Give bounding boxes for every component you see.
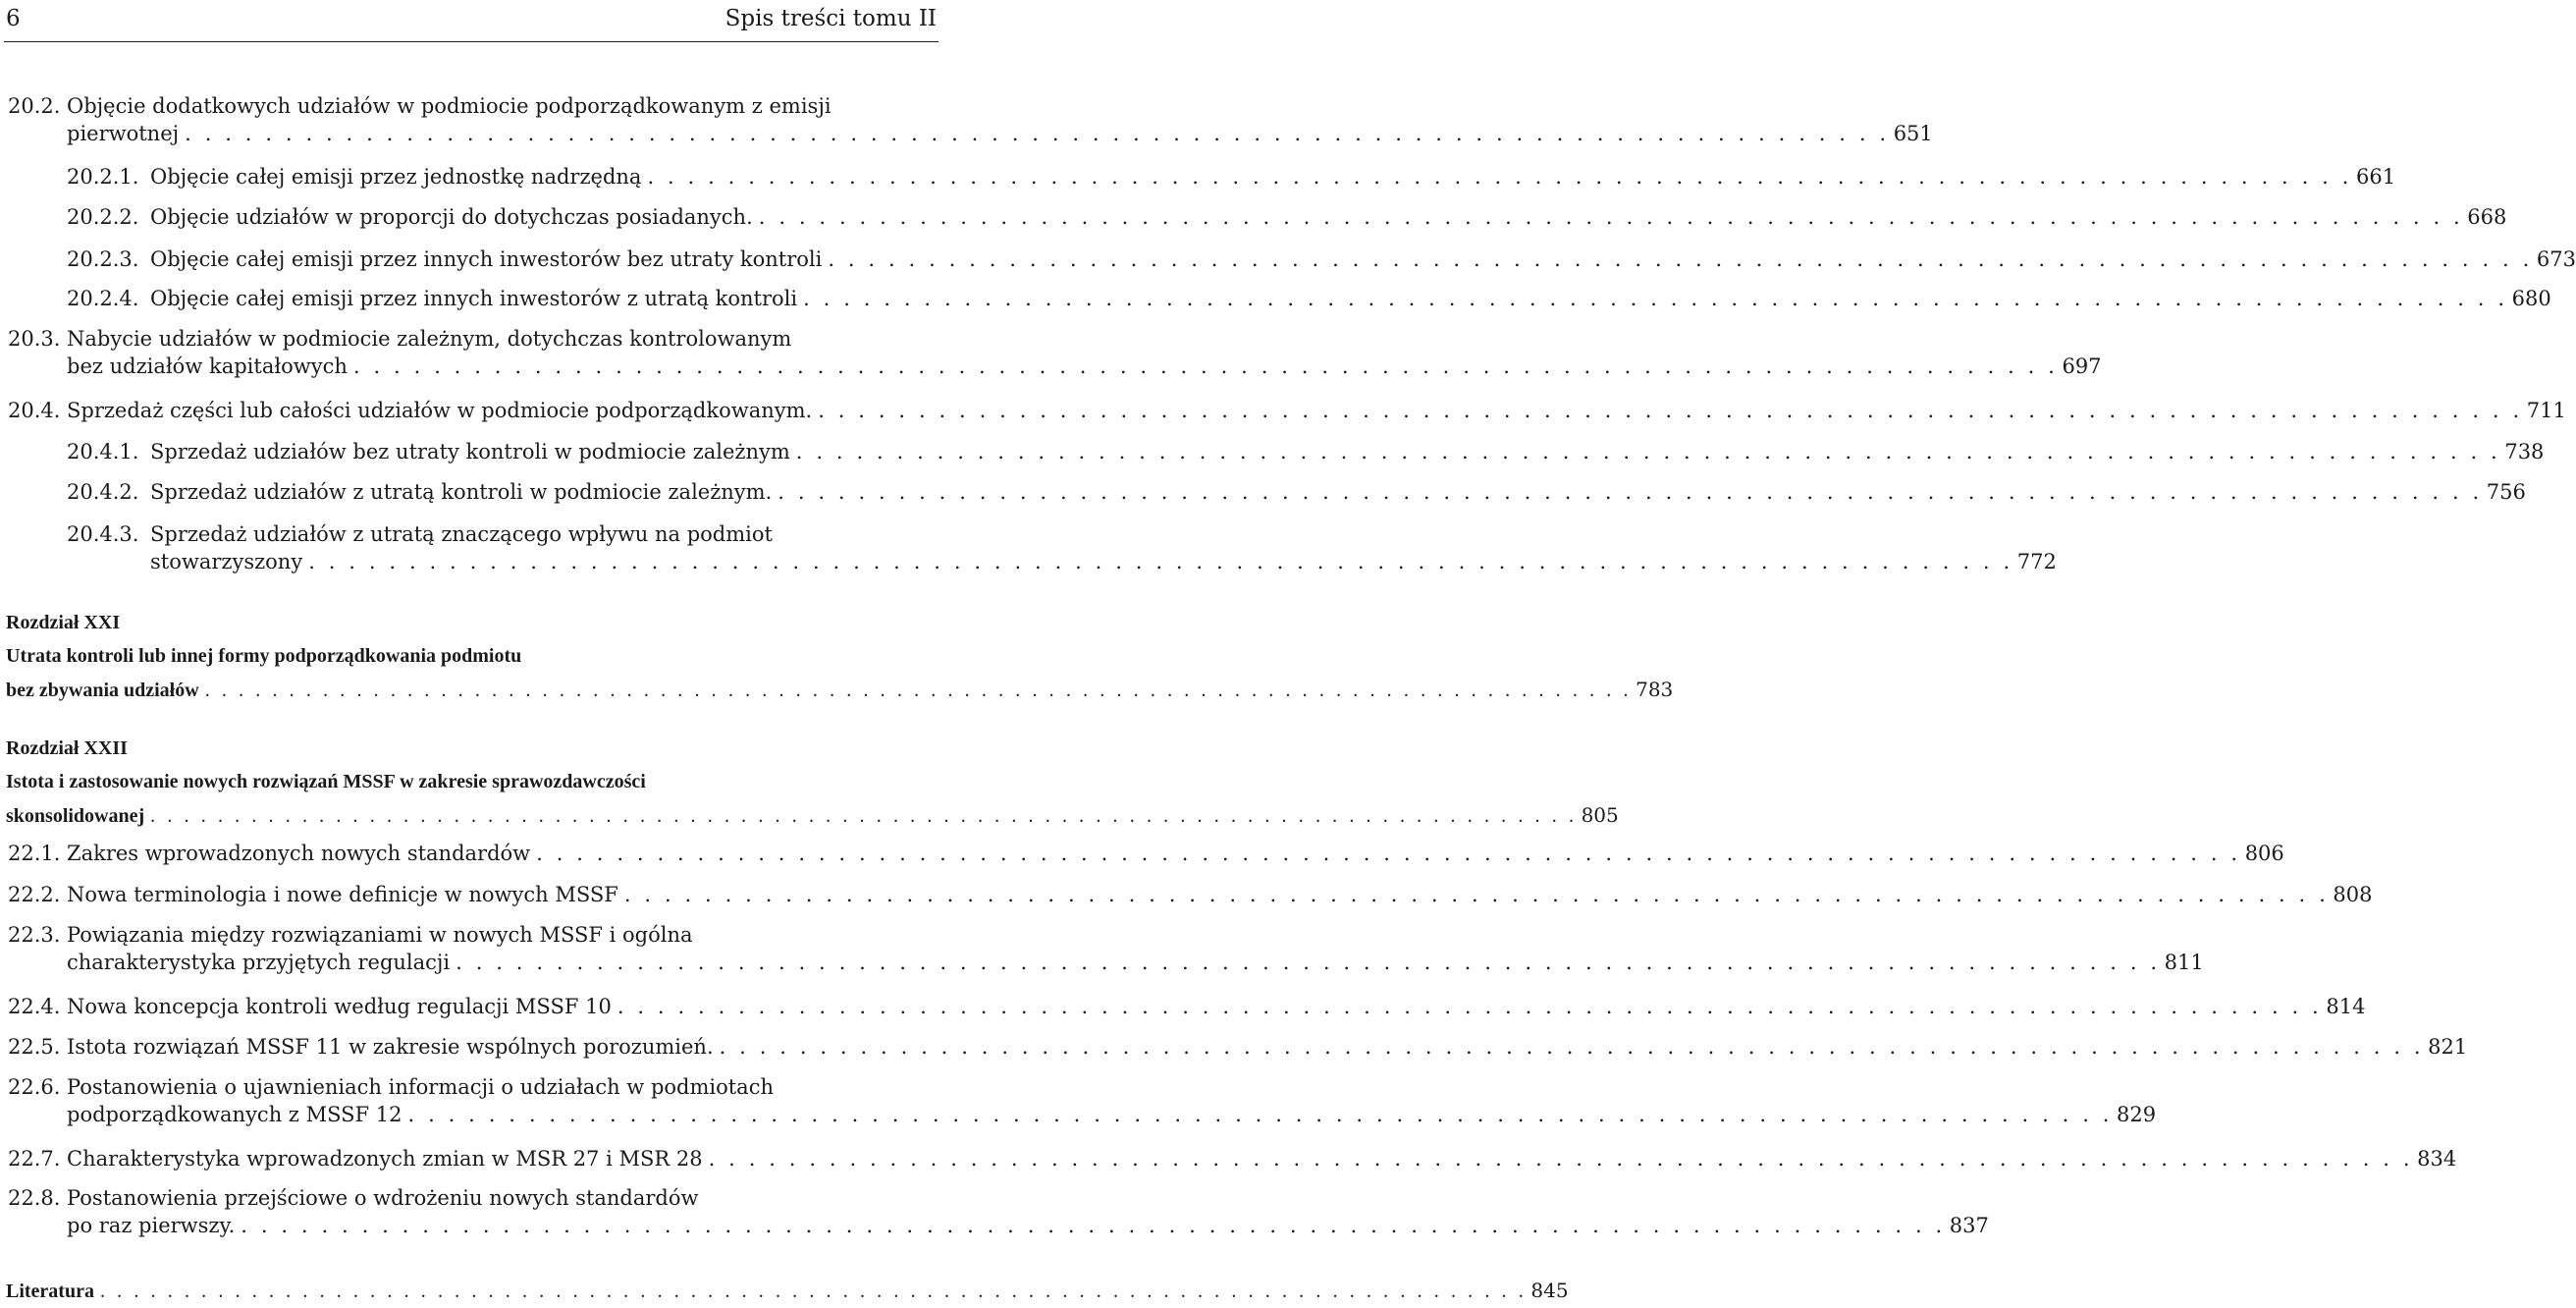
entry-number: 22.6. [8, 1075, 61, 1099]
chapter-title-text: bez zbywania udziałów [6, 680, 199, 701]
entry-number: 22.2. [8, 883, 61, 906]
dot-leader: . . . . . . . . . . . . . . . . . . . . . . . . . . . . . . . . . . . . . . . . . . . . . . . . . . . . . . . . . . . . . . . . . . . . . . . . . . . . . . . . . . . . . [617, 995, 2323, 1018]
entry-last-line [67, 397, 2566, 424]
literature-entry [6, 1274, 1569, 1308]
entry-number: 20.2.4. [67, 287, 139, 310]
entry-last-line [67, 120, 1933, 147]
entry-title [67, 840, 2284, 867]
page-header [6, 2, 937, 35]
entry-last-line [67, 881, 2373, 908]
chapter-title-line: Istota i zastosowanie nowych rozwiązań MSSF w zakresie sprawozdawczości [6, 771, 646, 792]
entry-title [67, 1184, 1989, 1239]
entry-title-text: stowarzyszony [150, 550, 303, 573]
dot-leader: . . . . . . . . . . . . . . . . . . . . . . . . . . . . . . . . . . . . . . . . . . . . . . . . . . . . . . . . . . . . . . . . . . . . . . . . . . . . . . . . . . . . . [778, 480, 2483, 504]
page-ref: 668 [2467, 205, 2507, 229]
entry-title [67, 921, 2204, 976]
entry-last-line [67, 1145, 2457, 1172]
entry-last-line [150, 245, 2576, 273]
entry-title [150, 520, 2057, 575]
dot-leader: . . . . . . . . . . . . . . . . . . . . . . . . . . . . . . . . . . . . . . . . . . . . . . . . . . . . . . . . . . . . . . . . . . . . . . . . . . . . . . . . . . . . . [647, 165, 2352, 189]
entry-title [67, 92, 1933, 147]
entry-title-text: po raz pierwszy. [67, 1214, 236, 1237]
entry-title [67, 325, 2102, 380]
dot-leader: . . . . . . . . . . . . . . . . . . . . . . . . . . . . . . . . . . . . . . . . . . . . . . . . . . . . . . . . . . . . . . . . . . . . . . . . . . . . . . . . . . . . . [99, 1281, 1528, 1302]
entry-last-line [150, 438, 2545, 465]
entry-last-line [150, 163, 2396, 191]
entry-last-line [150, 548, 2057, 575]
entry-title-text: podporządkowanych z MSSF 12 [67, 1103, 402, 1126]
entry-last-line [67, 949, 2204, 976]
entry-number: 20.2.3. [67, 247, 139, 271]
dot-leader: . . . . . . . . . . . . . . . . . . . . . . . . . . . . . . . . . . . . . . . . . . . . . . . . . . . . . . . . . . . . . . . . . . . . . . . . . . . . . . . . . . . . . [407, 1103, 2114, 1126]
chapter-label: Rozdział XXI [6, 612, 121, 633]
page-ref: 834 [2417, 1147, 2457, 1171]
dot-leader: . . . . . . . . . . . . . . . . . . . . . . . . . . . . . . . . . . . . . . . . . . . . . . . . . . . . . . . . . . . . . . . . . . . . . . . . . . . . . . . . . . . . . [828, 247, 2533, 271]
entry-title-text: charakterystyka przyjętych regulacji [67, 951, 451, 974]
dot-leader: . . . . . . . . . . . . . . . . . . . . . . . . . . . . . . . . . . . . . . . . . . . . . . . . . . . . . . . . . . . . . . . . . . . . . . . . . . . . . . . . . . . . . [803, 287, 2508, 310]
entry-number: 20.4.2. [67, 480, 139, 504]
entry-number: 22.1. [8, 842, 61, 865]
chapter-entry [6, 732, 1619, 833]
entry-title-line: Powiązania między rozwiązaniami w nowych MSSF i ogólna [67, 923, 693, 947]
entry-title [67, 993, 2366, 1020]
entry-last-line [67, 840, 2284, 867]
literature-label: Literatura [6, 1281, 94, 1302]
entry-number: 20.4.3. [67, 522, 139, 546]
page-ref: 808 [2333, 883, 2373, 906]
entry-title [67, 881, 2373, 908]
entry-title-text: bez udziałów kapitałowych [67, 354, 348, 378]
header-rule [4, 41, 939, 42]
entry-title-text: Nowa terminologia i nowe definicje w nowych MSSF [67, 883, 618, 906]
entry-number: 22.8. [8, 1186, 61, 1210]
page-ref: 806 [2244, 842, 2284, 865]
entry-title-text: Objęcie całej emisji przez jednostkę nadrzędną [150, 165, 642, 189]
entry-title [67, 1073, 2157, 1128]
chapter-entry [6, 606, 1674, 707]
entry-title-text: Charakterystyka wprowadzonych zmian w MSR 27 i MSR 28 [67, 1147, 703, 1171]
page-ref: 697 [2062, 354, 2102, 378]
entry-number: 20.2. [8, 94, 61, 118]
dot-leader: . . . . . . . . . . . . . . . . . . . . . . . . . . . . . . . . . . . . . . . . . . . . . . . . . . . . . . . . . . . . . . . . . . . . . . . . . . . . . . . . . . . . . [204, 680, 1633, 701]
entry-last-line [67, 993, 2366, 1020]
entry-last-line [150, 203, 2507, 231]
entry-title-line: Postanowienia przejściowe o wdrożeniu nowych standardów [67, 1186, 699, 1210]
page-number: 6 [6, 6, 21, 31]
dot-leader: . . . . . . . . . . . . . . . . . . . . . . . . . . . . . . . . . . . . . . . . . . . . . . . . . . . . . . . . . . . . . . . . . . . . . . . . . . . . . . . . . . . . . [708, 1147, 2414, 1171]
dot-leader: . . . . . . . . . . . . . . . . . . . . . . . . . . . . . . . . . . . . . . . . . . . . . . . . . . . . . . . . . . . . . . . . . . . . . . . . . . . . . . . . . . . . . [758, 205, 2464, 229]
entry-number: 20.4. [8, 399, 61, 422]
entry-title [67, 1145, 2457, 1172]
dot-leader: . . . . . . . . . . . . . . . . . . . . . . . . . . . . . . . . . . . . . . . . . . . . . . . . . . . . . . . . . . . . . . . . . . . . . . . . . . . . . . . . . . . . . [308, 550, 2013, 573]
entry-number: 20.2.1. [67, 165, 139, 189]
entry-number: 22.7. [8, 1147, 61, 1171]
page-ref: 738 [2504, 440, 2545, 463]
dot-leader: . . . . . . . . . . . . . . . . . . . . . . . . . . . . . . . . . . . . . . . . . . . . . . . . . . . . . . . . . . . . . . . . . . . . . . . . . . . . . . . . . . . . . [818, 399, 2523, 422]
dot-leader: . . . . . . . . . . . . . . . . . . . . . . . . . . . . . . . . . . . . . . . . . . . . . . . . . . . . . . . . . . . . . . . . . . . . . . . . . . . . . . . . . . . . . [719, 1035, 2425, 1059]
entry-title [67, 1033, 2468, 1061]
entry-number: 22.5. [8, 1035, 61, 1059]
entry-title-text: Objęcie całej emisji przez innych inwestorów bez utraty kontroli [150, 247, 823, 271]
running-title: Spis treści tomu II [724, 6, 937, 31]
page-ref: 711 [2526, 399, 2566, 422]
entry-last-line [150, 478, 2526, 506]
entry-title [150, 245, 2576, 273]
entry-title-text: Sprzedaż udziałów z utratą kontroli w podmiocie zależnym. [150, 480, 773, 504]
entry-title-line: Sprzedaż udziałów z utratą znaczącego wpływu na podmiot [150, 522, 773, 546]
page-ref: 673 [2536, 247, 2576, 271]
literature-line [6, 1274, 1569, 1308]
page-ref: 829 [2117, 1103, 2157, 1126]
page-ref: 837 [1949, 1214, 1989, 1237]
chapter-title-line: Utrata kontroli lub innej formy podporządkowania podmiotu [6, 645, 522, 667]
entry-title [150, 163, 2396, 191]
page-ref: 805 [1581, 803, 1619, 827]
entry-last-line [67, 353, 2102, 380]
page-ref: 772 [2016, 550, 2057, 573]
entry-title-text: Sprzedaż udziałów bez utraty kontroli w podmiocie zależnym [150, 440, 790, 463]
entry-title [150, 478, 2526, 506]
page-ref: 651 [1893, 122, 1933, 145]
entry-number: 20.2.2. [67, 205, 139, 229]
entry-number: 20.3. [8, 327, 61, 351]
entry-title-text: Objęcie udziałów w proporcji do dotychczas posiadanych. [150, 205, 753, 229]
chapter-last-line [6, 798, 1619, 833]
dot-leader: . . . . . . . . . . . . . . . . . . . . . . . . . . . . . . . . . . . . . . . . . . . . . . . . . . . . . . . . . . . . . . . . . . . . . . . . . . . . . . . . . . . . . [150, 805, 1578, 827]
entry-last-line [150, 285, 2551, 312]
page-ref: 783 [1636, 678, 1674, 701]
dot-leader: . . . . . . . . . . . . . . . . . . . . . . . . . . . . . . . . . . . . . . . . . . . . . . . . . . . . . . . . . . . . . . . . . . . . . . . . . . . . . . . . . . . . . [536, 842, 2241, 865]
entry-last-line [67, 1212, 1989, 1239]
entry-title [150, 285, 2551, 312]
entry-last-line [67, 1101, 2157, 1128]
entry-title-line: Postanowienia o ujawnieniach informacji o udziałach w podmiotach [67, 1075, 774, 1099]
entry-title-text: Istota rozwiązań MSSF 11 w zakresie wspólnych porozumień. [67, 1035, 714, 1059]
page-ref: 661 [2355, 165, 2396, 189]
page-ref: 821 [2428, 1035, 2468, 1059]
dot-leader: . . . . . . . . . . . . . . . . . . . . . . . . . . . . . . . . . . . . . . . . . . . . . . . . . . . . . . . . . . . . . . . . . . . . . . . . . . . . . . . . . . . . . [623, 883, 2330, 906]
dot-leader: . . . . . . . . . . . . . . . . . . . . . . . . . . . . . . . . . . . . . . . . . . . . . . . . . . . . . . . . . . . . . . . . . . . . . . . . . . . . . . . . . . . . . [352, 354, 2059, 378]
entry-title [150, 203, 2507, 231]
entry-title [150, 438, 2545, 465]
entry-last-line [67, 1033, 2468, 1061]
chapter-label: Rozdział XXII [6, 737, 128, 759]
page-ref: 845 [1530, 1279, 1569, 1302]
page-ref: 814 [2326, 995, 2366, 1018]
entry-number: 22.4. [8, 995, 61, 1018]
page-ref: 811 [2164, 951, 2204, 974]
chapter-title-text: skonsolidowanej [6, 805, 145, 827]
dot-leader: . . . . . . . . . . . . . . . . . . . . . . . . . . . . . . . . . . . . . . . . . . . . . . . . . . . . . . . . . . . . . . . . . . . . . . . . . . . . . . . . . . . . . [185, 122, 1890, 145]
page-ref: 680 [2511, 287, 2551, 310]
entry-title-text: Nowa koncepcja kontroli według regulacji MSSF 10 [67, 995, 612, 1018]
chapter-last-line [6, 673, 1674, 707]
entry-title-text: Zakres wprowadzonych nowych standardów [67, 842, 531, 865]
entry-title-text: Sprzedaż części lub całości udziałów w podmiocie podporządkowanym. [67, 399, 813, 422]
dot-leader: . . . . . . . . . . . . . . . . . . . . . . . . . . . . . . . . . . . . . . . . . . . . . . . . . . . . . . . . . . . . . . . . . . . . . . . . . . . . . . . . . . . . . [456, 951, 2161, 974]
entry-number: 20.4.1. [67, 440, 139, 463]
dot-leader: . . . . . . . . . . . . . . . . . . . . . . . . . . . . . . . . . . . . . . . . . . . . . . . . . . . . . . . . . . . . . . . . . . . . . . . . . . . . . . . . . . . . . [241, 1214, 1946, 1237]
entry-title-text: Objęcie całej emisji przez innych inwestorów z utratą kontroli [150, 287, 798, 310]
page-ref: 756 [2486, 480, 2526, 504]
entry-number: 22.3. [8, 923, 61, 947]
entry-title-line: Objęcie dodatkowych udziałów w podmiocie podporządkowanym z emisji [67, 94, 832, 118]
entry-title-text: pierwotnej [67, 122, 180, 145]
entry-title-line: Nabycie udziałów w podmiocie zależnym, dotychczas kontrolowanym [67, 327, 792, 351]
entry-title [67, 397, 2566, 424]
dot-leader: . . . . . . . . . . . . . . . . . . . . . . . . . . . . . . . . . . . . . . . . . . . . . . . . . . . . . . . . . . . . . . . . . . . . . . . . . . . . . . . . . . . . . [795, 440, 2501, 463]
